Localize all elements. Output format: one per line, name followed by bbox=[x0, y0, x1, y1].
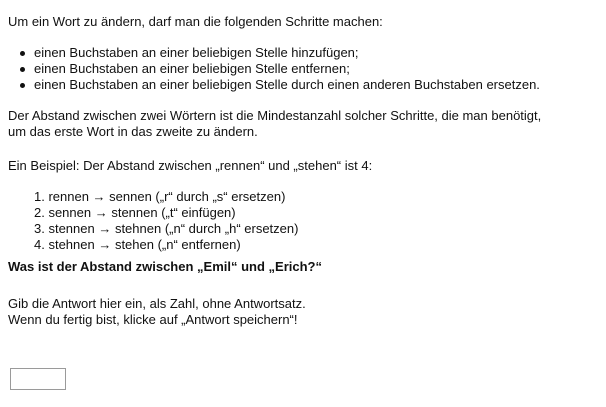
task-content bbox=[8, 14, 604, 328]
instructions-line-1: Gib die Antwort hier ein, als Zahl, ohne Antwortsatz. bbox=[8, 296, 306, 311]
instructions-line-2: Wenn du fertig bist, klicke auf „Antwort speichern“! bbox=[8, 312, 298, 327]
example-steps-list bbox=[8, 189, 604, 253]
rule-item-remove: einen Buchstaben an einer beliebigen Stelle entfernen; bbox=[34, 61, 604, 77]
definition-text bbox=[8, 108, 604, 140]
intro-text: Um ein Wort zu ändern, darf man die folgenden Schritte machen: bbox=[8, 14, 383, 29]
definition-line-1: Der Abstand zwischen zwei Wörtern ist die Mindestanzahl solcher Schritte, die man benötigt, bbox=[8, 108, 542, 123]
answer-input[interactable] bbox=[10, 368, 66, 390]
example-step-2: 2. sennen → stennen („t“ einfügen) bbox=[34, 205, 236, 220]
example-intro-text: Ein Beispiel: Der Abstand zwischen „rennen“ und „stehen“ ist 4: bbox=[8, 158, 373, 173]
rules-list bbox=[8, 45, 604, 93]
example-step-3: 3. stennen → stehnen („n“ durch „h“ ersetzen) bbox=[34, 221, 299, 236]
rule-item-add: einen Buchstaben an einer beliebigen Stelle hinzufügen; bbox=[34, 45, 604, 61]
rule-item-replace: einen Buchstaben an einer beliebigen Stelle durch einen anderen Buchstaben ersetzen. bbox=[34, 77, 604, 93]
instructions-text bbox=[8, 296, 604, 328]
definition-line-2: um das erste Wort in das zweite zu ändern. bbox=[8, 124, 258, 139]
example-step-1: 1. rennen → sennen („r“ durch „s“ ersetzen) bbox=[34, 189, 286, 204]
example-step-4: 4. stehnen → stehen („n“ entfernen) bbox=[34, 237, 241, 252]
question-text: Was ist der Abstand zwischen „Emil“ und „Erich?“ bbox=[8, 259, 322, 274]
